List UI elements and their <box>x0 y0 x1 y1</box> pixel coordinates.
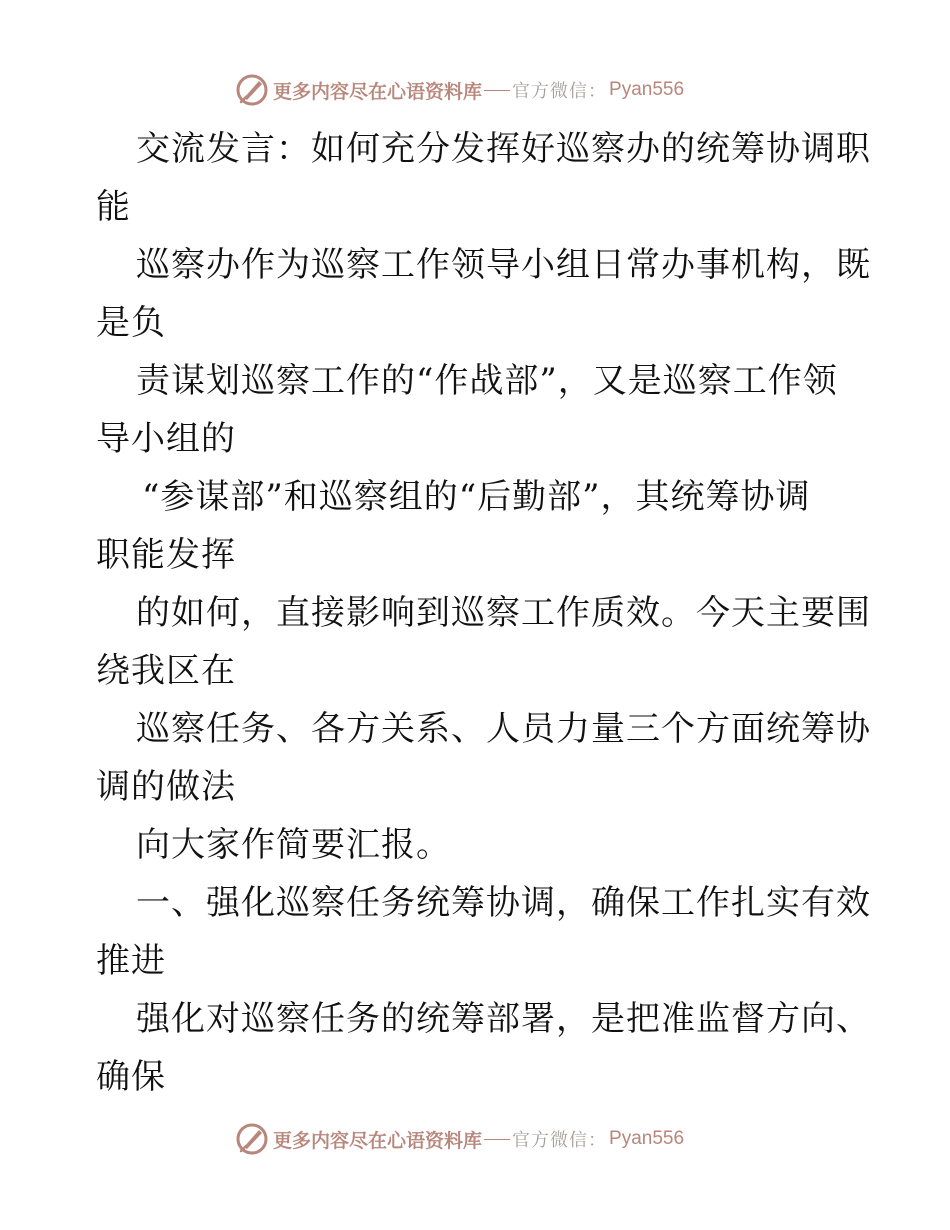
section-heading-line: 一、强化巡察任务统筹协调，确保工作扎实有效 <box>136 883 871 923</box>
watermark-wechat-id: Pyan556 <box>609 79 685 100</box>
watermark-dash <box>484 90 510 91</box>
paragraph-line: 的如何，直接影响到巡察工作质效。今天主要围 <box>136 593 871 633</box>
paragraph-line: 调的做法 <box>96 767 236 807</box>
paragraph-line: “参谋部”和巡察组的“后勤部”，其统筹协调 <box>142 477 811 517</box>
paragraph-line: 强化对巡察任务的统筹部署，是把准监督方向、 <box>136 999 871 1039</box>
watermark-wechat-id: Pyan556 <box>609 1128 685 1149</box>
paragraph-line: 巡察办作为巡察工作领导小组日常办事机构，既 <box>136 245 871 285</box>
paragraph-line: 巡察任务、各方关系、人员力量三个方面统筹协 <box>136 709 871 749</box>
footer-watermark <box>235 1121 684 1157</box>
paragraph-line: 绕我区在 <box>96 651 236 691</box>
paragraph-line: 是负 <box>96 303 166 343</box>
title-line-1: 交流发言：如何充分发挥好巡察办的统筹协调职 <box>136 129 871 169</box>
paragraph-line: 导小组的 <box>96 419 236 459</box>
watermark-wechat-label: 官方微信： <box>512 1130 608 1151</box>
watermark-main-text: 更多内容尽在心语资料库 <box>273 80 483 103</box>
watermark-wechat-label: 官方微信： <box>512 81 608 102</box>
paragraph-line: 确保 <box>96 1057 166 1097</box>
header-watermark <box>235 72 684 108</box>
watermark-main-text: 更多内容尽在心语资料库 <box>273 1129 483 1152</box>
quill-pen-logo-icon <box>235 73 269 107</box>
section-heading-line: 推进 <box>96 941 166 981</box>
title-line-2: 能 <box>96 187 131 227</box>
quill-pen-logo-icon <box>235 1122 269 1156</box>
paragraph-line: 职能发挥 <box>96 535 236 575</box>
paragraph-line: 责谋划巡察工作的“作战部”，又是巡察工作领 <box>136 361 838 401</box>
paragraph-line: 向大家作简要汇报。 <box>136 825 451 865</box>
watermark-dash <box>484 1139 510 1140</box>
